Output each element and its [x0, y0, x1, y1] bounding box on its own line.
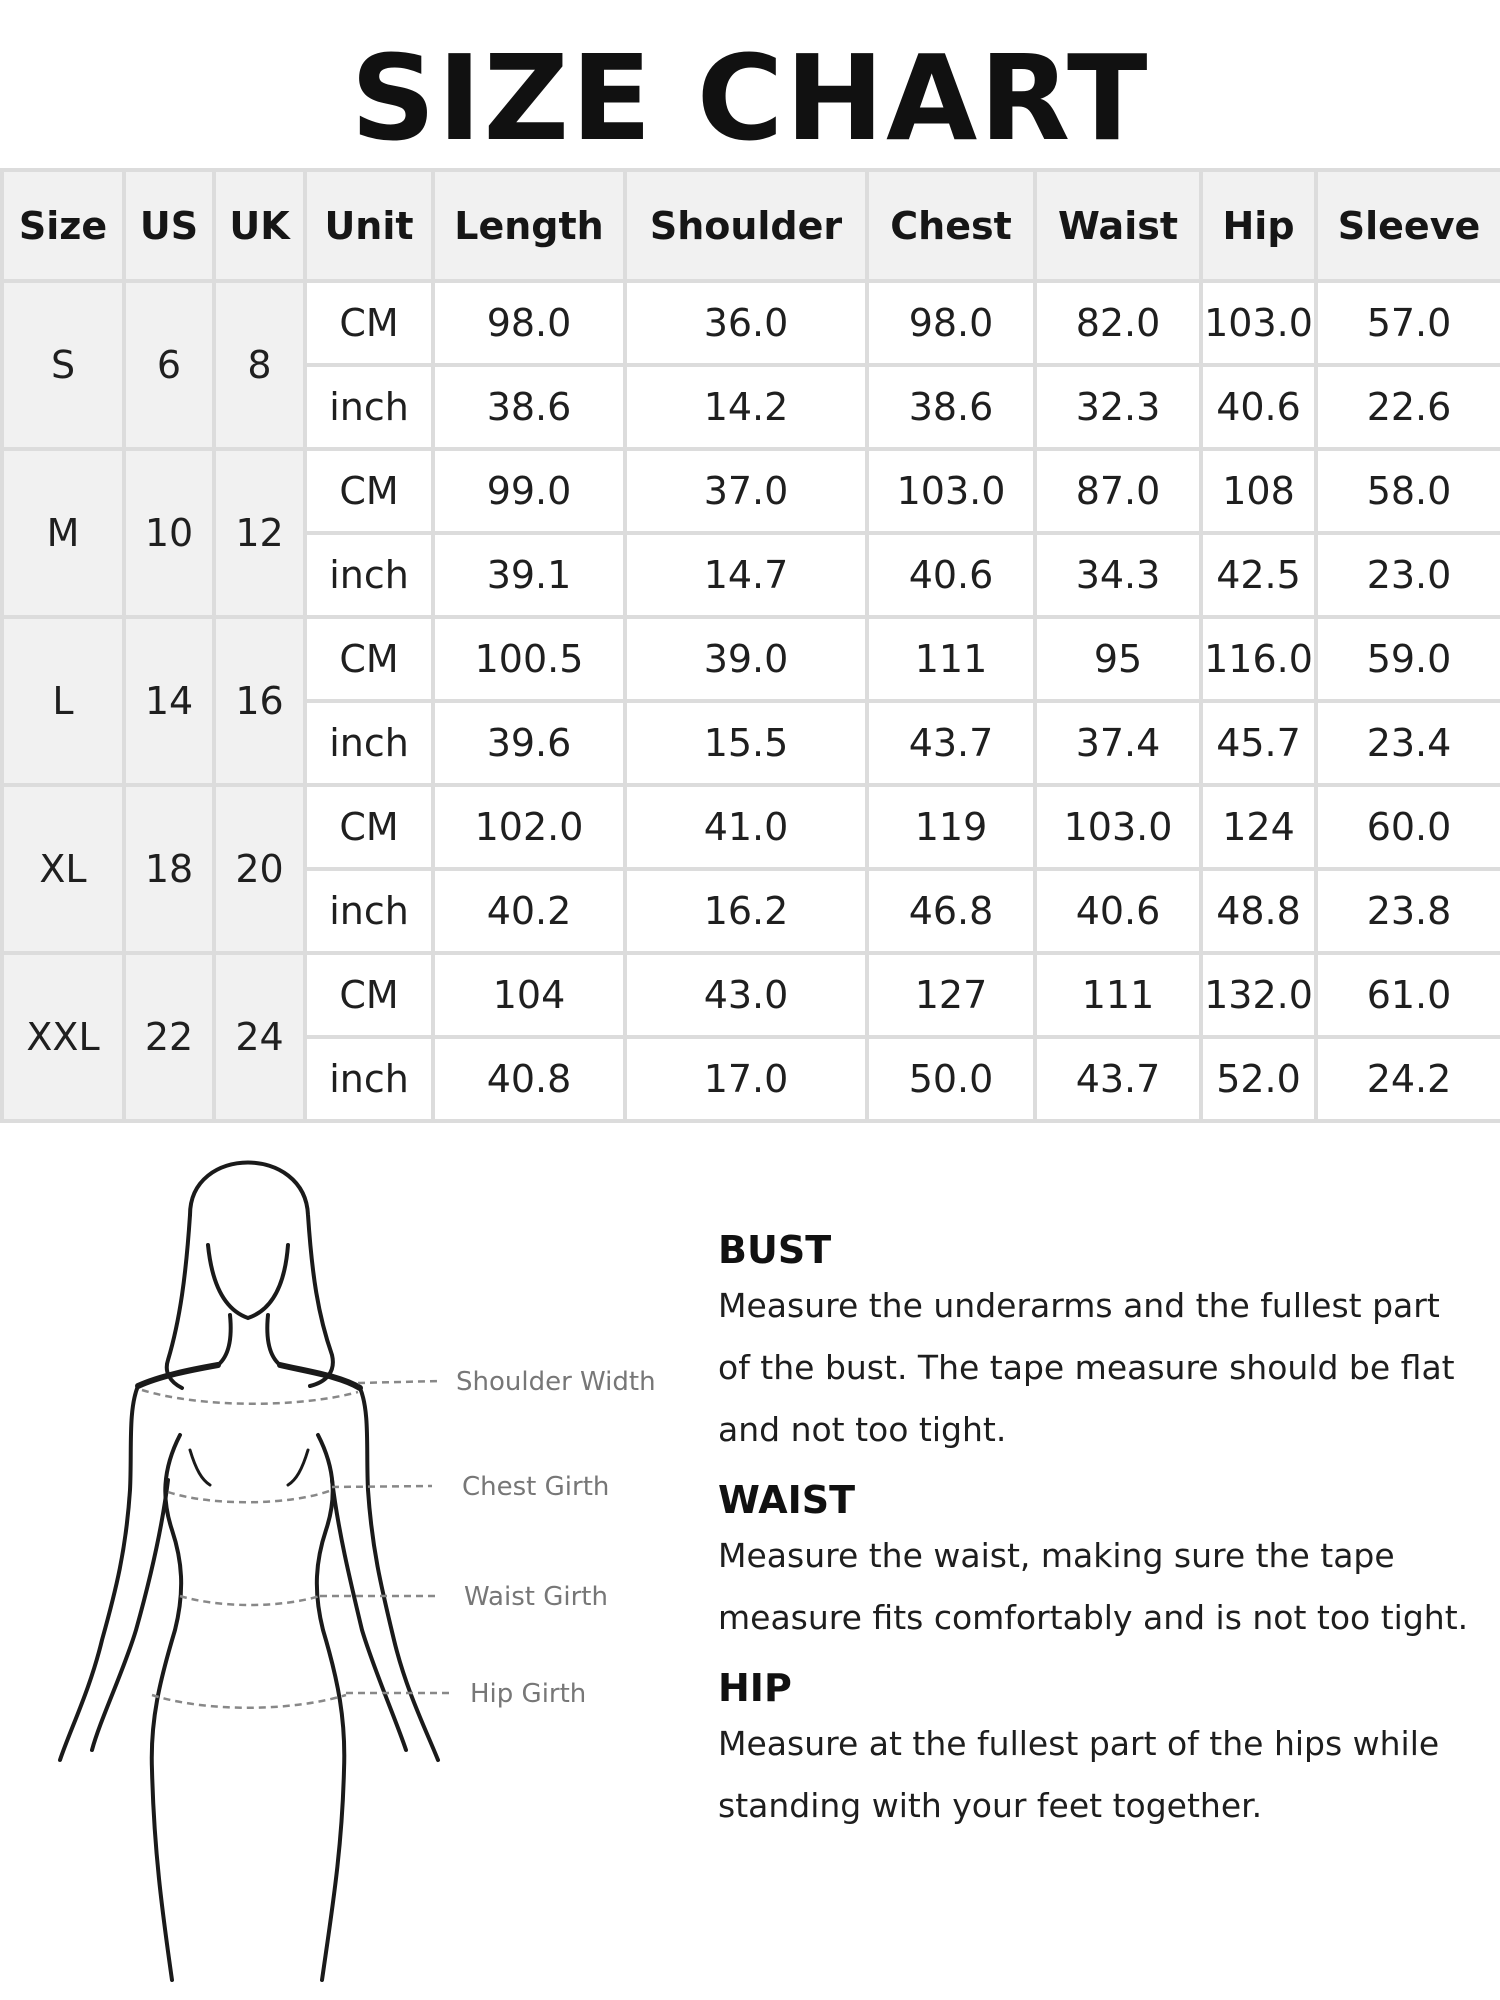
waist-text: Measure the waist, making sure the tape measure fits comfortably and is not too tight. — [718, 1536, 1469, 1637]
size-cell: XL — [2, 785, 124, 953]
sleeve-cell: 23.4 — [1316, 701, 1500, 785]
header-us: US — [124, 170, 214, 281]
left-arm-outline — [60, 1386, 138, 1760]
waist-cell: 37.4 — [1035, 701, 1201, 785]
torso-right-outline — [317, 1435, 344, 1980]
hip-cell: 42.5 — [1201, 533, 1316, 617]
waist-girth-label: Waist Girth — [464, 1582, 608, 1612]
sleeve-cell: 59.0 — [1316, 617, 1500, 701]
waist-cell: 34.3 — [1035, 533, 1201, 617]
face-outline — [208, 1245, 288, 1318]
header-length: Length — [433, 170, 625, 281]
unit-cell: inch — [305, 1037, 433, 1121]
chest-cell: 50.0 — [867, 1037, 1035, 1121]
shoulder-measure-line — [142, 1390, 358, 1404]
table-row — [2, 449, 1500, 533]
bust-text: Measure the underarms and the fullest part of the bust. The tape measure should be flat and not too tight. — [718, 1286, 1455, 1449]
sleeve-cell: 23.8 — [1316, 869, 1500, 953]
us-cell: 14 — [124, 617, 214, 785]
shoulder-cell: 41.0 — [625, 785, 867, 869]
hip-heading: HIP — [718, 1666, 792, 1710]
hip-cell: 103.0 — [1201, 281, 1316, 365]
chest-cell: 40.6 — [867, 533, 1035, 617]
table-header-row — [2, 170, 1500, 281]
waist-cell: 95 — [1035, 617, 1201, 701]
length-cell: 39.1 — [433, 533, 625, 617]
us-cell: 18 — [124, 785, 214, 953]
waist-cell: 103.0 — [1035, 785, 1201, 869]
waist-cell: 87.0 — [1035, 449, 1201, 533]
table-row — [2, 953, 1500, 1037]
hip-text: Measure at the fullest part of the hips while standing with your feet together. — [718, 1724, 1440, 1825]
shoulder-cell: 37.0 — [625, 449, 867, 533]
sleeve-cell: 60.0 — [1316, 785, 1500, 869]
length-cell: 40.2 — [433, 869, 625, 953]
shoulder-cell: 16.2 — [625, 869, 867, 953]
length-cell: 102.0 — [433, 785, 625, 869]
uk-cell: 12 — [214, 449, 305, 617]
waist-cell: 40.6 — [1035, 869, 1201, 953]
length-cell: 39.6 — [433, 701, 625, 785]
hip-cell: 45.7 — [1201, 701, 1316, 785]
unit-cell: CM — [305, 281, 433, 365]
header-shoulder: Shoulder — [625, 170, 867, 281]
header-chest: Chest — [867, 170, 1035, 281]
length-cell: 40.8 — [433, 1037, 625, 1121]
unit-cell: inch — [305, 701, 433, 785]
unit-cell: inch — [305, 365, 433, 449]
length-cell: 38.6 — [433, 365, 625, 449]
waist-cell: 82.0 — [1035, 281, 1201, 365]
us-cell: 10 — [124, 449, 214, 617]
table-row — [2, 785, 1500, 869]
header-hip: Hip — [1201, 170, 1316, 281]
uk-cell: 8 — [214, 281, 305, 449]
header-size: Size — [2, 170, 124, 281]
torso-left-outline — [152, 1435, 181, 1980]
unit-cell: inch — [305, 869, 433, 953]
header-waist: Waist — [1035, 170, 1201, 281]
sleeve-cell: 24.2 — [1316, 1037, 1500, 1121]
uk-cell: 24 — [214, 953, 305, 1121]
shoulder-cell: 39.0 — [625, 617, 867, 701]
sleeve-cell: 61.0 — [1316, 953, 1500, 1037]
length-cell: 99.0 — [433, 449, 625, 533]
hip-cell: 52.0 — [1201, 1037, 1316, 1121]
shoulder-cell: 15.5 — [625, 701, 867, 785]
bust-heading: BUST — [718, 1228, 832, 1272]
length-cell: 98.0 — [433, 281, 625, 365]
chest-cell: 111 — [867, 617, 1035, 701]
hip-girth-label: Hip Girth — [470, 1679, 587, 1709]
us-cell: 6 — [124, 281, 214, 449]
unit-cell: CM — [305, 785, 433, 869]
length-cell: 100.5 — [433, 617, 625, 701]
table-row — [2, 617, 1500, 701]
waist-heading: WAIST — [718, 1478, 856, 1522]
chest-cell: 43.7 — [867, 701, 1035, 785]
chest-cell: 46.8 — [867, 869, 1035, 953]
chest-cell: 103.0 — [867, 449, 1035, 533]
uk-cell: 16 — [214, 617, 305, 785]
measurement-instructions — [718, 1225, 1478, 1851]
size-cell: L — [2, 617, 124, 785]
hip-cell: 48.8 — [1201, 869, 1316, 953]
sleeve-cell: 23.0 — [1316, 533, 1500, 617]
hip-cell: 124 — [1201, 785, 1316, 869]
waist-measure-line — [180, 1596, 320, 1605]
sleeve-cell: 58.0 — [1316, 449, 1500, 533]
unit-cell: CM — [305, 449, 433, 533]
size-cell: XXL — [2, 953, 124, 1121]
header-sleeve: Sleeve — [1316, 170, 1500, 281]
chest-cell: 38.6 — [867, 365, 1035, 449]
unit-cell: inch — [305, 533, 433, 617]
shoulder-cell: 14.2 — [625, 365, 867, 449]
chest-cell: 127 — [867, 953, 1035, 1037]
shoulder-cell: 43.0 — [625, 953, 867, 1037]
hip-cell: 132.0 — [1201, 953, 1316, 1037]
sleeve-cell: 57.0 — [1316, 281, 1500, 365]
sleeve-cell: 22.6 — [1316, 365, 1500, 449]
body-measurement-figure — [40, 1150, 700, 1990]
waist-cell: 32.3 — [1035, 365, 1201, 449]
length-cell: 104 — [433, 953, 625, 1037]
header-unit: Unit — [305, 170, 433, 281]
waist-cell: 111 — [1035, 953, 1201, 1037]
shoulder-cell: 36.0 — [625, 281, 867, 365]
page-title: SIZE CHART — [350, 29, 1150, 167]
hip-measure-line — [152, 1695, 346, 1708]
chest-measure-line — [168, 1490, 332, 1502]
shoulder-cell: 14.7 — [625, 533, 867, 617]
chest-cell: 119 — [867, 785, 1035, 869]
table-row — [2, 281, 1500, 365]
us-cell: 22 — [124, 953, 214, 1121]
unit-cell: CM — [305, 953, 433, 1037]
shoulder-cell: 17.0 — [625, 1037, 867, 1121]
hip-cell: 40.6 — [1201, 365, 1316, 449]
hip-cell: 116.0 — [1201, 617, 1316, 701]
uk-cell: 20 — [214, 785, 305, 953]
unit-cell: CM — [305, 617, 433, 701]
woman-silhouette-illustration — [40, 1150, 700, 1990]
waist-cell: 43.7 — [1035, 1037, 1201, 1121]
right-arm-outline — [360, 1388, 438, 1760]
shoulder-width-label: Shoulder Width — [456, 1367, 656, 1397]
hip-cell: 108 — [1201, 449, 1316, 533]
chest-cell: 98.0 — [867, 281, 1035, 365]
size-cell: S — [2, 281, 124, 449]
size-table — [0, 168, 1500, 1123]
header-uk: UK — [214, 170, 305, 281]
chest-girth-label: Chest Girth — [462, 1472, 610, 1502]
size-cell: M — [2, 449, 124, 617]
